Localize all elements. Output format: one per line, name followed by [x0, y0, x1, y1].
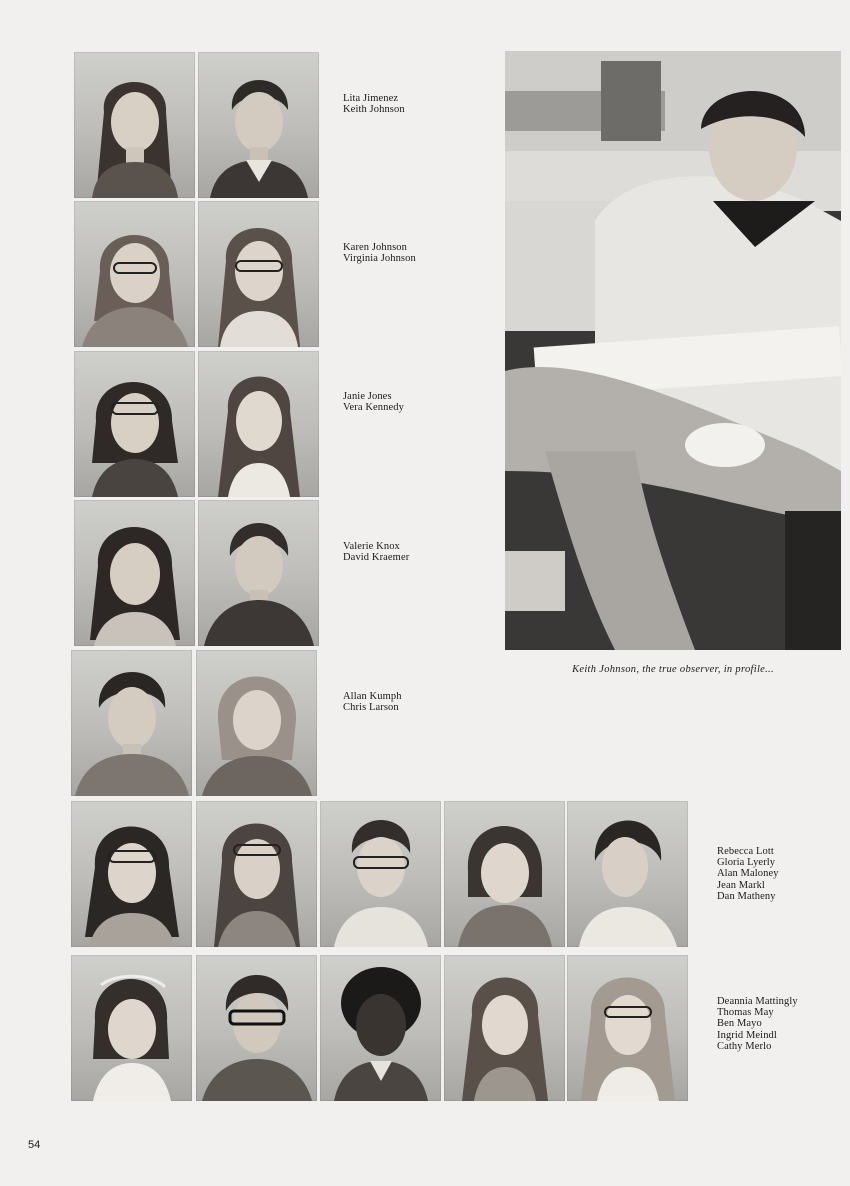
portrait-virginia-johnson	[198, 201, 319, 347]
name: Lita Jimenez	[343, 93, 399, 104]
name: Vera Kennedy	[343, 402, 404, 414]
name: Thomas May	[717, 1007, 774, 1019]
names-pair-1	[343, 93, 405, 115]
portrait-valerie-knox	[74, 500, 195, 646]
portrait-janie-jones	[74, 351, 195, 497]
names-pair-2	[343, 242, 416, 264]
names-pair-4	[343, 541, 409, 563]
name: Keith Johnson	[343, 104, 405, 116]
name: Rebecca Lott	[717, 846, 774, 857]
name: Ingrid Meindl	[717, 1029, 777, 1041]
names-row-1	[717, 846, 779, 902]
name: Deannia Mattingly	[717, 996, 798, 1007]
portrait-deannia-mattingly	[71, 955, 192, 1101]
name: Dan Matheny	[717, 890, 776, 902]
portrait-david-kraemer	[198, 500, 319, 646]
portrait-chris-larson	[196, 650, 317, 796]
portrait-jean-markl	[444, 801, 565, 947]
portrait-alan-maloney	[320, 801, 441, 947]
portrait-ingrid-meindl	[444, 955, 565, 1101]
portrait-dan-matheny	[567, 801, 688, 947]
portrait-allan-kumph	[71, 650, 192, 796]
candid-photo	[505, 51, 841, 650]
name: Valerie Knox	[343, 541, 400, 552]
name: Ben Mayo	[717, 1018, 762, 1030]
name: David Kraemer	[343, 552, 410, 564]
name: Janie Jones	[343, 391, 392, 402]
portrait-karen-johnson	[74, 201, 195, 347]
portrait-cathy-merlo	[567, 955, 688, 1101]
portrait-vera-kennedy	[198, 351, 319, 497]
page-number: 54	[28, 1139, 41, 1151]
name: Karen Johnson	[343, 242, 407, 253]
portrait-keith-johnson	[198, 52, 319, 198]
name: Chris Larson	[343, 702, 399, 714]
names-row-2	[717, 996, 798, 1052]
name: Allan Kumph	[343, 691, 402, 702]
name: Virginia Johnson	[343, 253, 416, 265]
portrait-rebecca-lott	[71, 801, 192, 947]
name: Gloria Lyerly	[717, 857, 776, 869]
portrait-thomas-may	[196, 955, 317, 1101]
portrait-lita-jimenez	[74, 52, 195, 198]
names-pair-5	[343, 691, 402, 713]
names-pair-3	[343, 391, 404, 413]
portrait-ben-mayo	[320, 955, 441, 1101]
name: Alan Maloney	[717, 868, 779, 880]
portrait-gloria-lyerly	[196, 801, 317, 947]
name: Cathy Merlo	[717, 1040, 772, 1052]
name: Jean Markl	[717, 879, 765, 891]
photo-caption: Keith Johnson, the true observer, in profile...	[572, 664, 774, 675]
